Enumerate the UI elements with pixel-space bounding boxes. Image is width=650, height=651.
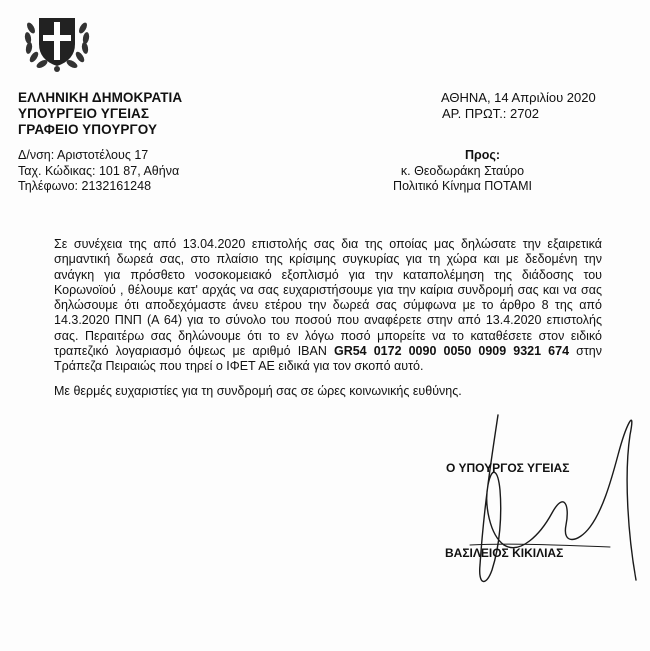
issuer-line-state: ΕΛΛΗΝΙΚΗ ΔΗΜΟΚΡΑΤΙΑ bbox=[18, 90, 183, 105]
greek-coat-of-arms-icon bbox=[21, 10, 93, 74]
signatory-name: ΒΑΣΙΛΕΙΟΣ ΚΙΚΙΛΙΑΣ bbox=[445, 546, 564, 560]
iban-number: GR54 0172 0090 0050 0909 9321 674 bbox=[333, 344, 570, 359]
contact-block bbox=[18, 148, 179, 195]
contact-address: Δ/νση: Αριστοτέλους 17 bbox=[18, 148, 149, 162]
letter-body bbox=[54, 237, 602, 375]
date-protocol-block bbox=[441, 90, 596, 122]
letter-date: ΑΘΗΝΑ, 14 Απριλίου 2020 bbox=[441, 90, 596, 105]
signatory-title: Ο ΥΠΟΥΡΓΟΣ ΥΓΕΙΑΣ bbox=[446, 461, 570, 475]
recipient-label: Προς: bbox=[464, 148, 501, 162]
closing-line: Με θερμές ευχαριστίες για τη συνδρομή σας σε ώρες κοινωνικής ευθύνης. bbox=[54, 384, 462, 398]
contact-phone: Τηλέφωνο: 2132161248 bbox=[18, 179, 152, 193]
recipient-org: Πολιτικό Κίνημα ΠΟΤΑΜΙ bbox=[393, 179, 532, 193]
handwritten-signature bbox=[440, 395, 650, 595]
issuer-line-ministry: ΥΠΟΥΡΓΕΙΟ ΥΓΕΙΑΣ bbox=[18, 106, 150, 121]
contact-postal: Ταχ. Κώδικας: 101 87, Αθήνα bbox=[18, 163, 180, 178]
recipient-name: κ. Θεοδωράκη Σταύρο bbox=[400, 163, 525, 178]
issuer-line-office: ΓΡΑΦΕΙΟ ΥΠΟΥΡΓΟΥ bbox=[18, 122, 158, 137]
body-text-before-iban: Σε συνέχεια της από 13.04.2020 επιστολής σας δια της οποίας μας δηλώσατε την εξαιρετικά σημαντική δωρεά σας, στο πλαίσιο της κρίσιμης συγκυρίας για τη χώρα και με δεδομένη την ανάγκη για πρόσθετο νοσοκομειακό εξοπλισμό για την καταπολέμηση της διάδοσης του Κορωνοϊού , θέλουμε κατ' αρχάς να σας ευχαριστήσουμε για την καίρια συνδρομή σας και να σας δηλώσουμε ότι αποδεχόμαστε άνευ ετέρου την δωρεά σας σύμφωνα με το άρθρο 8 της από 14.3.2020 ΠΝΠ (Α 64) για το σύνολο του ποσού που αναφέρετε στην από 13.4.2020 επιστολής σας. Περαιτέρω σας δηλώνουμε ότι το εν λόγω ποσό μπορείτε να το καταθέσετε στον ειδικό τραπεζικό λογαριασμό όψεως με αριθμό IBAN bbox=[54, 237, 602, 359]
issuer-block bbox=[18, 90, 182, 138]
recipient-block bbox=[360, 148, 565, 195]
protocol-number: ΑΡ. ΠΡΩΤ.: 2702 bbox=[442, 106, 539, 121]
body-text-after-iban: στην Τράπεζα Πειραιώς που τηρεί ο ΙΦΕΤ ΑΕ ειδικά για τον σκοπό αυτό. bbox=[54, 344, 602, 374]
